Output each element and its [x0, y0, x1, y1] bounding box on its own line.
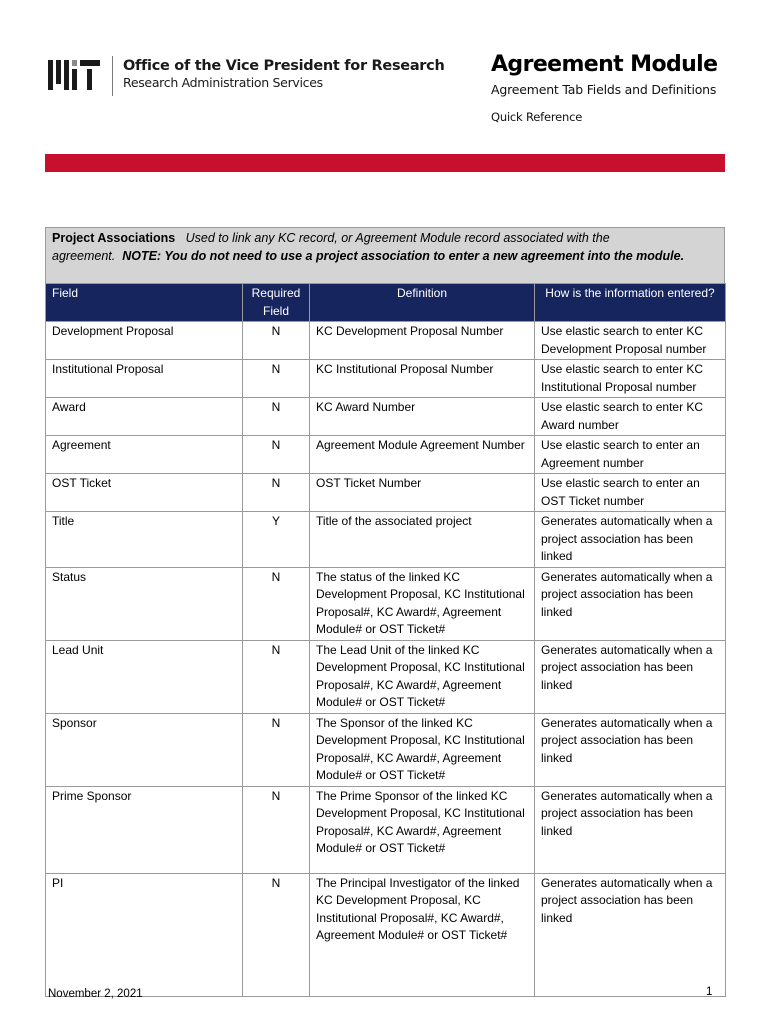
table-row [46, 567, 726, 640]
table-row [46, 322, 726, 360]
cell-definition: The Lead Unit of the linked KC Development Proposal, KC Institutional Proposal#, KC Award#, Agreement Module# or OST Ticket# [310, 640, 535, 713]
cell-definition: The Sponsor of the linked KC Development Proposal, KC Institutional Proposal#, KC Award#, Agreement Module# or OST Ticket# [310, 713, 535, 786]
org-name [123, 56, 444, 90]
cell-how-entered: Generates automatically when a project association has been linked [535, 873, 726, 996]
column-header-definition: Definition [310, 284, 535, 322]
cell-required: N [243, 786, 310, 873]
cell-required: N [243, 398, 310, 436]
footer-date: November 2, 2021 [48, 988, 143, 1000]
table-header-row [46, 284, 726, 322]
cell-field: Prime Sponsor [46, 786, 243, 873]
cell-how-entered: Use elastic search to enter an OST Ticket number [535, 474, 726, 512]
cell-how-entered: Generates automatically when a project association has been linked [535, 786, 726, 873]
header-red-bar [45, 154, 725, 172]
section-note: NOTE: You do not need to use a project association to enter a new agreement into the module. [122, 249, 685, 263]
cell-required: N [243, 713, 310, 786]
cell-definition: Agreement Module Agreement Number [310, 436, 535, 474]
cell-definition: KC Award Number [310, 398, 535, 436]
cell-field: PI [46, 873, 243, 996]
cell-field: Status [46, 567, 243, 640]
cell-field: Agreement [46, 436, 243, 474]
fields-table-container [45, 227, 725, 997]
logo-divider [112, 56, 113, 96]
table-row [46, 474, 726, 512]
cell-definition: The Principal Investigator of the linked KC Development Proposal, KC Institutional Proposal#, KC Award#, Agreement Module# or OST Ticket# [310, 873, 535, 996]
table-row [46, 640, 726, 713]
table-row [46, 786, 726, 873]
cell-how-entered: Generates automatically when a project association has been linked [535, 567, 726, 640]
page-number: 1 [706, 986, 713, 998]
cell-definition: KC Institutional Proposal Number [310, 360, 535, 398]
cell-field: Award [46, 398, 243, 436]
cell-required: N [243, 640, 310, 713]
cell-field: Development Proposal [46, 322, 243, 360]
cell-how-entered: Use elastic search to enter KC Development Proposal number [535, 322, 726, 360]
cell-required: N [243, 567, 310, 640]
org-subtitle: Research Administration Services [123, 75, 323, 90]
cell-field: OST Ticket [46, 474, 243, 512]
cell-how-entered: Use elastic search to enter KC Award number [535, 398, 726, 436]
cell-field: Sponsor [46, 713, 243, 786]
document-title: Agreement Module [491, 52, 718, 77]
table-row [46, 512, 726, 568]
cell-definition: KC Development Proposal Number [310, 322, 535, 360]
cell-required: Y [243, 512, 310, 568]
table-row [46, 436, 726, 474]
table-row [46, 873, 726, 996]
mit-logo-icon [48, 60, 100, 90]
cell-field: Title [46, 512, 243, 568]
cell-how-entered: Generates automatically when a project association has been linked [535, 713, 726, 786]
cell-required: N [243, 474, 310, 512]
cell-definition: OST Ticket Number [310, 474, 535, 512]
cell-field: Lead Unit [46, 640, 243, 713]
section-header [45, 227, 725, 283]
cell-how-entered: Use elastic search to enter KC Institutional Proposal number [535, 360, 726, 398]
section-description: Used to link any KC record, or Agreement Module record associated with the agreement. [52, 231, 610, 263]
cell-how-entered: Generates automatically when a project association has been linked [535, 640, 726, 713]
org-title: Office of the Vice President for Research [123, 58, 445, 74]
table-row [46, 398, 726, 436]
column-header-field: Field [46, 284, 243, 322]
cell-definition: Title of the associated project [310, 512, 535, 568]
document-subtitle: Agreement Tab Fields and Definitions [491, 82, 717, 97]
cell-required: N [243, 360, 310, 398]
cell-required: N [243, 873, 310, 996]
quick-reference-label: Quick Reference [491, 110, 583, 124]
table-row [46, 360, 726, 398]
column-header-how-entered: How is the information entered? [535, 284, 726, 322]
cell-required: N [243, 436, 310, 474]
cell-how-entered: Generates automatically when a project association has been linked [535, 512, 726, 568]
cell-definition: The Prime Sponsor of the linked KC Development Proposal, KC Institutional Proposal#, KC Award#, Agreement Module# or OST Ticket# [310, 786, 535, 873]
cell-field: Institutional Proposal [46, 360, 243, 398]
section-title: Project Associations [52, 231, 176, 245]
cell-required: N [243, 322, 310, 360]
table-row [46, 713, 726, 786]
cell-definition: The status of the linked KC Development Proposal, KC Institutional Proposal#, KC Award#, Agreement Module# or OST Ticket# [310, 567, 535, 640]
fields-table [45, 283, 726, 997]
cell-how-entered: Use elastic search to enter an Agreement number [535, 436, 726, 474]
mit-ovpr-logo [48, 56, 444, 96]
column-header-required: Required Field [243, 284, 310, 322]
